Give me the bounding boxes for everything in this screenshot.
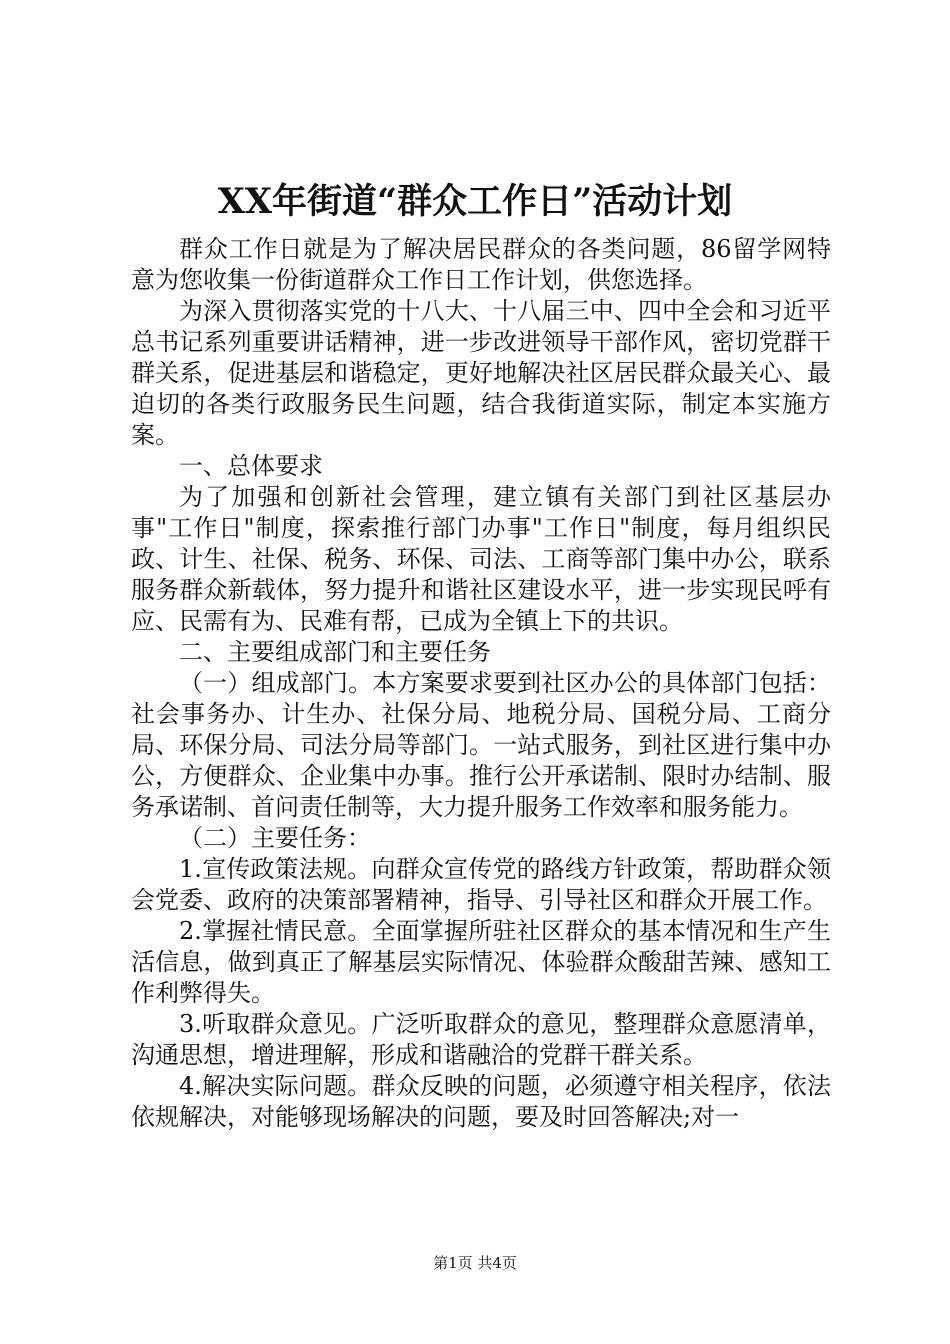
general-requirements-paragraph: 为了加强和创新社会管理，建立镇有关部门到社区基层办事"工作日"制度，探索推行部门办事"工作日"制度，每月组织民政、计生、社保、税务、环保、司法、工商等部门集中办公，联系服务群众新载体，努力提升和谐社区建设水平，进一步实现民呼有应、民需有为、民难有帮，已成为全镇上下的共识。 xyxy=(131,483,831,635)
purpose-paragraph: 为深入贯彻落实党的十八大、十八届三中、四中全会和习近平总书记系列重要讲话精神，进一步改进领导干部作风，密切党群干群关系，促进基层和谐稳定，更好地解决社区居民群众最关心、最迫切的各类行政服务民生问题，结合我街道实际，制定本实施方案。 xyxy=(131,297,831,449)
document-body xyxy=(131,234,831,1133)
task-item-3: 3.听取群众意见。广泛听取群众的意见，整理群众意愿清单，沟通思想，增进理解，形成和谐融洽的党群干群关系。 xyxy=(131,1010,831,1069)
task-item-2: 2.掌握社情民意。全面掌握所驻社区群众的基本情况和生产生活信息，做到真正了解基层实际情况、体验群众酸甜苦辣、感知工作利弊得失。 xyxy=(131,917,831,1007)
subheading-main-tasks: （二）主要任务： xyxy=(179,824,371,852)
document-title: XX年街道“群众工作日”活动计划 xyxy=(217,181,733,222)
task-item-1: 1.宣传政策法规。向群众宣传党的路线方针政策，帮助群众领会党委、政府的决策部署精神，指导、引导社区和群众开展工作。 xyxy=(131,855,831,914)
section-heading-general-requirements: 一、总体要求 xyxy=(179,452,323,480)
section-heading-departments-tasks: 二、主要组成部门和主要任务 xyxy=(179,638,491,666)
intro-paragraph: 群众工作日就是为了解决居民群众的各类问题，86留学网特意为您收集一份街道群众工作日工作计划，供您选择。 xyxy=(131,235,831,294)
task-item-4: 4.解决实际问题。群众反映的问题，必须遵守相关程序，依法依规解决，对能够现场解决的问题，要及时回答解决;对一 xyxy=(131,1072,831,1131)
page-footer: 第1页 共4页 xyxy=(433,1254,517,1272)
departments-paragraph: （一）组成部门。本方案要求要到社区办公的具体部门包括：社会事务办、计生办、社保分局、地税分局、国税分局、工商分局、环保分局、司法分局等部门。一站式服务，到社区进行集中办公，方便群众、企业集中办事。推行公开承诺制、限时办结制、服务承诺制、首问责任制等，大力提升服务工作效率和服务能力。 xyxy=(131,669,831,821)
